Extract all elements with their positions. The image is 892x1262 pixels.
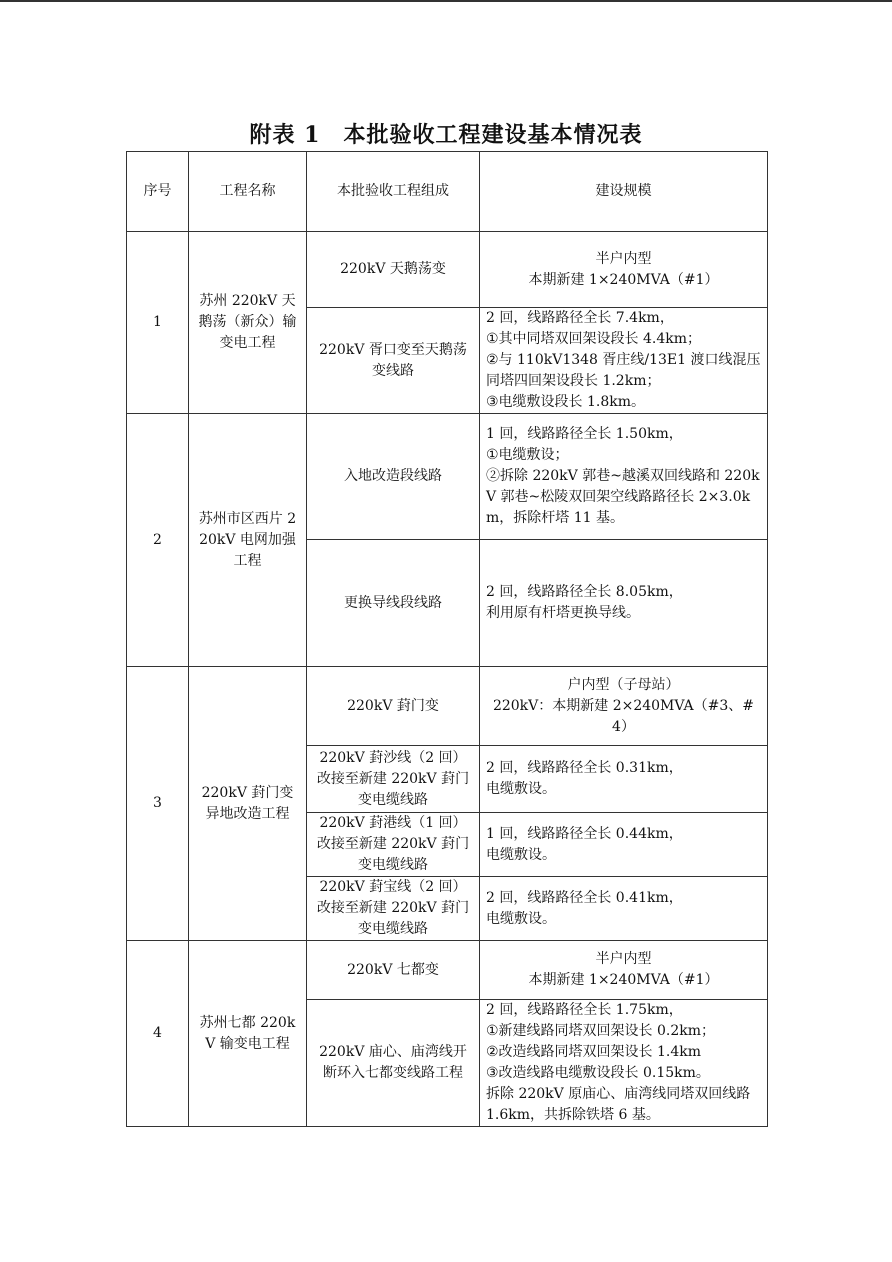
- header-component: 本批验收工程组成: [307, 152, 480, 232]
- scale-cell: 2 回，线路路径全长 0.31km， 电缆敷设。: [480, 746, 768, 813]
- scale-cell: 2 回，线路路径全长 0.41km， 电缆敷设。: [480, 877, 768, 941]
- scale-cell: 1 回，线路路径全长 1.50km， ①电缆敷设； ②拆除 220kV 郭巷~越溪双回线路和 220kV 郭巷~松陵双回架空线路路径长 2×3.0km，拆除杆塔 11 基。: [480, 414, 768, 540]
- scale-cell: 2 回，线路路径全长 7.4km， ①其中同塔双回架设段长 4.4km； ②与 110kV1348 胥庄线/13E1 渡口线混压同塔四回架设段长 1.2km； ③电缆敷设段长 1.8km。: [480, 308, 768, 414]
- component-cell: 220kV 葑宝线（2 回）改接至新建 220kV 葑门变电缆线路: [307, 877, 480, 941]
- page-top-border: [0, 0, 892, 2]
- project-name: 苏州市区西片 220kV 电网加强工程: [189, 414, 307, 667]
- header-project-name: 工程名称: [189, 152, 307, 232]
- table-row: [127, 941, 768, 1000]
- table-row: [127, 667, 768, 746]
- scale-cell: 2 回，线路路径全长 8.05km， 利用原有杆塔更换导线。: [480, 540, 768, 667]
- row-number: 4: [127, 941, 189, 1127]
- component-cell: 220kV 天鹅荡变: [307, 232, 480, 308]
- row-number: 1: [127, 232, 189, 414]
- row-number: 2: [127, 414, 189, 667]
- component-cell: 220kV 庙心、庙湾线开断环入七都变线路工程: [307, 1000, 480, 1127]
- table-row: [127, 414, 768, 540]
- component-cell: 220kV 葑港线（1 回）改接至新建 220kV 葑门变电缆线路: [307, 813, 480, 877]
- header-scale: 建设规模: [480, 152, 768, 232]
- project-name: 苏州 220kV 天鹅荡（新众）输变电工程: [189, 232, 307, 414]
- project-name: 220kV 葑门变异地改造工程: [189, 667, 307, 941]
- component-cell: 入地改造段线路: [307, 414, 480, 540]
- project-name: 苏州七都 220kV 输变电工程: [189, 941, 307, 1127]
- table-row: [127, 232, 768, 308]
- component-cell: 220kV 胥口变至天鹅荡变线路: [307, 308, 480, 414]
- project-table: [126, 151, 768, 1127]
- component-cell: 220kV 葑门变: [307, 667, 480, 746]
- component-cell: 220kV 葑沙线（2 回）改接至新建 220kV 葑门变电缆线路: [307, 746, 480, 813]
- component-cell: 更换导线段线路: [307, 540, 480, 667]
- scale-cell: 半户内型 本期新建 1×240MVA（#1）: [480, 941, 768, 1000]
- scale-cell: 2 回，线路路径全长 1.75km， ①新建线路同塔双回架设长 0.2km； ②改造线路同塔双回架设长 1.4km ③改造线路电缆敷设段长 0.15km。 拆除 220kV 原庙心、庙湾线同塔双回线路 1.6km，共拆除铁塔 6 基。: [480, 1000, 768, 1127]
- component-cell: 220kV 七都变: [307, 941, 480, 1000]
- row-number: 3: [127, 667, 189, 941]
- page-title: 附表 1 本批验收工程建设基本情况表: [249, 122, 643, 148]
- table-header-row: [127, 152, 768, 232]
- scale-cell: 半户内型 本期新建 1×240MVA（#1）: [480, 232, 768, 308]
- scale-cell: 户内型（子母站） 220kV：本期新建 2×240MVA（#3、#4）: [480, 667, 768, 746]
- scale-cell: 1 回，线路路径全长 0.44km， 电缆敷设。: [480, 813, 768, 877]
- header-no: 序号: [127, 152, 189, 232]
